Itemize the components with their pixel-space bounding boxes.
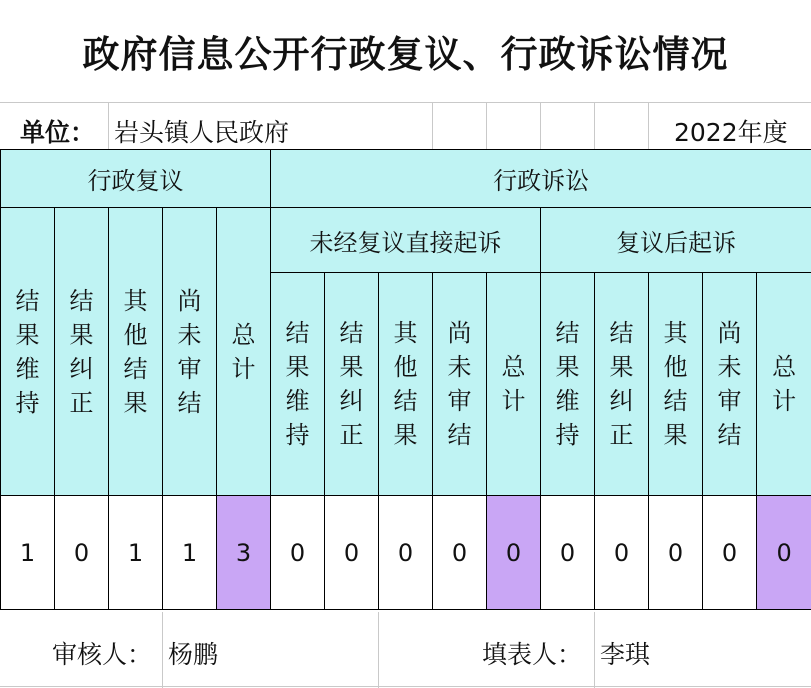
grid-line bbox=[594, 612, 595, 688]
filler-label: 填表人： bbox=[482, 640, 583, 669]
reviewer-label: 审核人： bbox=[52, 640, 153, 669]
review-col-maintain: 结果维持 bbox=[1, 208, 55, 496]
after-total-value: 0 bbox=[757, 496, 811, 610]
after-correct-value: 0 bbox=[595, 496, 649, 610]
grid-line bbox=[432, 102, 433, 150]
after-col-pending: 尚未审结 bbox=[703, 273, 757, 496]
direct-col-pending: 尚未审结 bbox=[433, 273, 487, 496]
review-maintain-value: 1 bbox=[1, 496, 55, 610]
direct-col-maintain: 结果维持 bbox=[271, 273, 325, 496]
review-col-correct: 结果纠正 bbox=[55, 208, 109, 496]
direct-col-other: 其他结果 bbox=[379, 273, 433, 496]
after-col-correct: 结果纠正 bbox=[595, 273, 649, 496]
grid-line bbox=[108, 102, 109, 150]
after-other-value: 0 bbox=[649, 496, 703, 610]
direct-col-correct: 结果纠正 bbox=[325, 273, 379, 496]
grid-line bbox=[162, 612, 163, 688]
year-label: 2022年度 bbox=[674, 118, 788, 147]
after-review-header: 复议后起诉 bbox=[541, 208, 811, 273]
review-other-value: 1 bbox=[109, 496, 163, 610]
filler-name: 李琪 bbox=[600, 640, 651, 669]
unit-name: 岩头镇人民政府 bbox=[114, 118, 290, 147]
direct-correct-value: 0 bbox=[325, 496, 379, 610]
page-title: 政府信息公开行政复议、行政诉讼情况 bbox=[82, 32, 729, 76]
grid-line bbox=[648, 102, 649, 150]
after-pending-value: 0 bbox=[703, 496, 757, 610]
review-total-value: 3 bbox=[217, 496, 271, 610]
reviewer-name: 杨鹏 bbox=[168, 640, 219, 669]
litigation-header: 行政诉讼 bbox=[271, 150, 811, 208]
review-col-other: 其他结果 bbox=[109, 208, 163, 496]
review-col-total: 总计 bbox=[217, 208, 271, 496]
grid-line bbox=[378, 612, 379, 688]
grid-line bbox=[594, 102, 595, 150]
after-col-other: 其他结果 bbox=[649, 273, 703, 496]
review-pending-value: 1 bbox=[163, 496, 217, 610]
after-col-total: 总计 bbox=[757, 273, 811, 496]
stats-table bbox=[0, 149, 811, 610]
grid-line bbox=[486, 102, 487, 150]
after-col-maintain: 结果维持 bbox=[541, 273, 595, 496]
grid-line bbox=[0, 102, 811, 103]
direct-total-value: 0 bbox=[487, 496, 541, 610]
direct-suit-header: 未经复议直接起诉 bbox=[271, 208, 541, 273]
grid-line bbox=[540, 102, 541, 150]
direct-other-value: 0 bbox=[379, 496, 433, 610]
direct-col-total: 总计 bbox=[487, 273, 541, 496]
after-maintain-value: 0 bbox=[541, 496, 595, 610]
unit-label: 单位： bbox=[20, 118, 96, 147]
report-table bbox=[0, 149, 811, 612]
review-col-pending: 尚未审结 bbox=[163, 208, 217, 496]
grid-line bbox=[0, 686, 811, 687]
review-correct-value: 0 bbox=[55, 496, 109, 610]
direct-maintain-value: 0 bbox=[271, 496, 325, 610]
review-header: 行政复议 bbox=[1, 150, 271, 208]
direct-pending-value: 0 bbox=[433, 496, 487, 610]
